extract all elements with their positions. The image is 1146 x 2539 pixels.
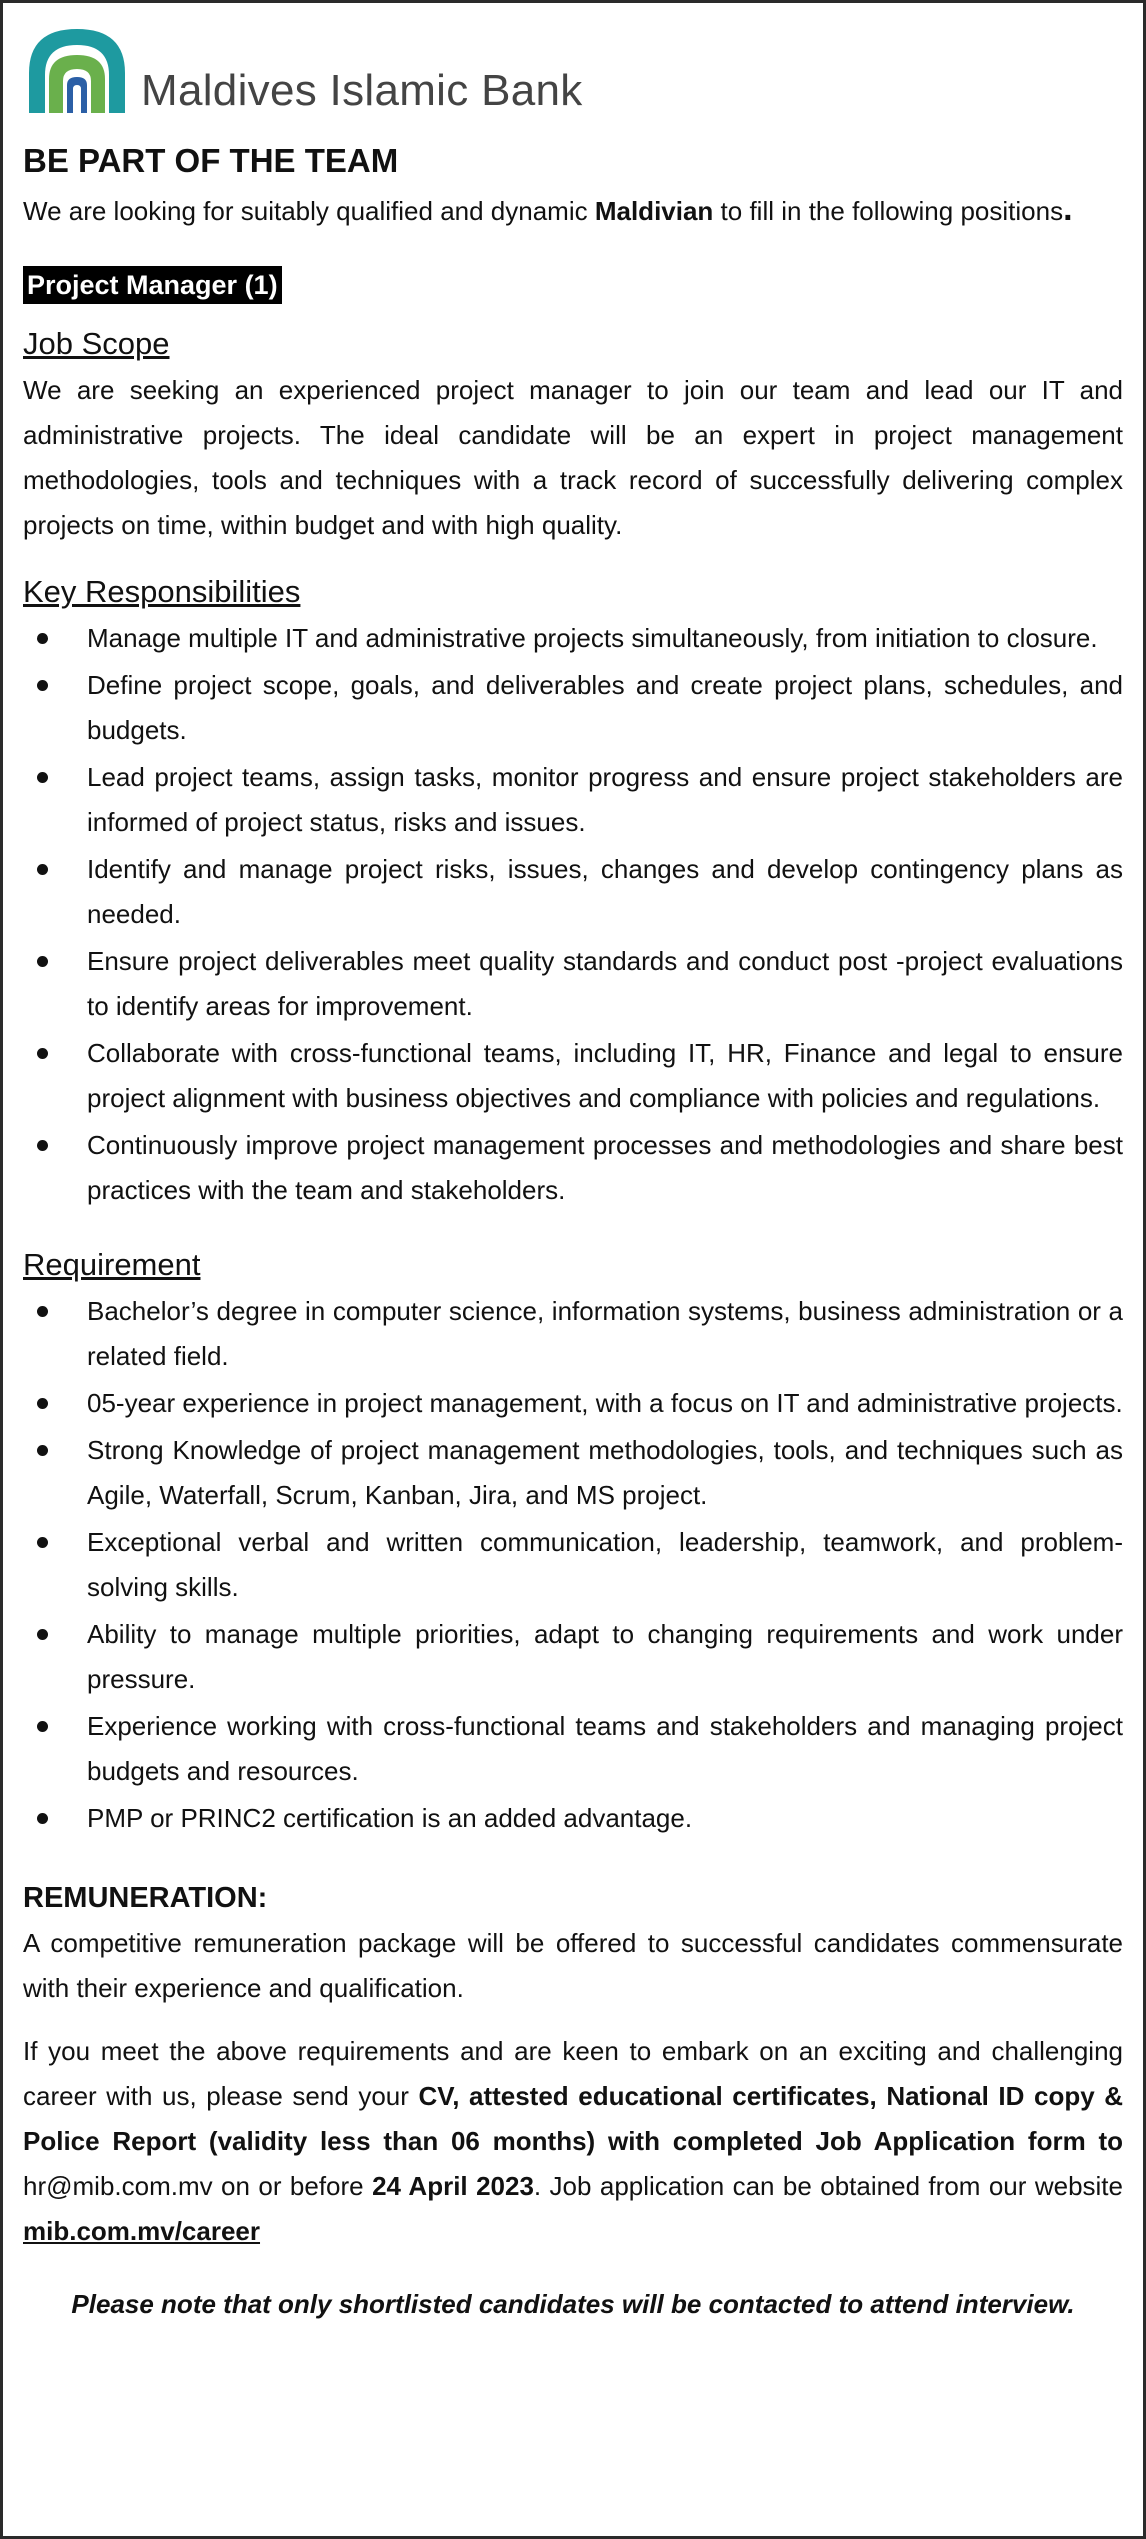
shortlist-note: Please note that only shortlisted candidates will be contacted to attend interview. [71, 2289, 1075, 2319]
deadline-date: 24 April 2023 [372, 2171, 534, 2201]
remuneration-text: A competitive remuneration package will be offered to successful candidates commensurate with their experience and qualification. [23, 1928, 1123, 2003]
application-instructions: If you meet the above requirements and are keen to embark on an exciting and challenging career with us, please send your CV, attested educational certificates, National ID copy & Police Report (validity less than 06 months) with completed Job Application form to hr@mib.com.mv on or before 24 April 2023. Job application can be obtained from our website mib.com.mv/career [23, 2036, 1123, 2246]
headline: BE PART OF THE TEAM [23, 142, 399, 179]
list-item: Strong Knowledge of project management methodologies, tools, and techniques such as Agile, Waterfall, Scrum, Kanban, Jira, and MS project. [23, 1428, 1123, 1518]
mib-logo-icon [23, 21, 131, 117]
bank-logo [23, 17, 1123, 117]
requirement-heading: Requirement [23, 1247, 201, 1282]
job-scope-text: We are seeking an experienced project manager to join our team and lead our IT and administrative projects. The ideal candidate will be an expert in project management methodologies, tools and techniques with a track record of successfully delivering complex projects on time, within budget and with high quality. [23, 375, 1123, 540]
responsibilities-heading: Key Responsibilities [23, 574, 301, 609]
list-item: Identify and manage project risks, issues, changes and develop contingency plans as needed. [23, 847, 1123, 937]
list-item: Bachelor’s degree in computer science, information systems, business administration or a related field. [23, 1289, 1123, 1379]
list-item: Define project scope, goals, and deliverables and create project plans, schedules, and budgets. [23, 663, 1123, 753]
list-item: Lead project teams, assign tasks, monitor progress and ensure project stakeholders are informed of project status, risks and issues. [23, 755, 1123, 845]
job-scope-heading: Job Scope [23, 326, 170, 361]
requirements-list [23, 1289, 1123, 1841]
remuneration-heading: REMUNERATION: [23, 1882, 268, 1914]
list-item: PMP or PRINC2 certification is an added advantage. [23, 1796, 1123, 1841]
list-item: Ability to manage multiple priorities, adapt to changing requirements and work under pressure. [23, 1612, 1123, 1702]
position-title: Project Manager (1) [23, 266, 282, 304]
list-item: Experience working with cross-functional teams and stakeholders and managing project budgets and resources. [23, 1704, 1123, 1794]
intro-bold-word: Maldivian [594, 196, 714, 226]
career-website-link[interactable]: mib.com.mv/career [23, 2216, 261, 2246]
list-item: Continuously improve project management processes and methodologies and share best practices with the team and stakeholders. [23, 1123, 1123, 1213]
list-item: Ensure project deliverables meet quality standards and conduct post -project evaluations to identify areas for improvement. [23, 939, 1123, 1029]
list-item: Collaborate with cross-functional teams, including IT, HR, Finance and legal to ensure project alignment with business objectives and compliance with policies and regulations. [23, 1031, 1123, 1121]
list-item: Exceptional verbal and written communication, leadership, teamwork, and problem-solving skills. [23, 1520, 1123, 1610]
email-link[interactable]: hr@mib.com.mv [23, 2171, 213, 2201]
list-item: 05-year experience in project management, with a focus on IT and administrative projects. [23, 1381, 1123, 1426]
required-documents: CV, attested educational certificates, National ID copy & Police Report (validity less than 06 months) with completed Job Application form to [23, 2081, 1123, 2156]
intro-paragraph: We are looking for suitably qualified and dynamic Maldivian to fill in the following positions. [23, 190, 1073, 228]
responsibilities-list [23, 616, 1123, 1213]
bank-name: Maldives Islamic Bank [141, 66, 583, 115]
list-item: Manage multiple IT and administrative projects simultaneously, from initiation to closure. [23, 616, 1123, 661]
